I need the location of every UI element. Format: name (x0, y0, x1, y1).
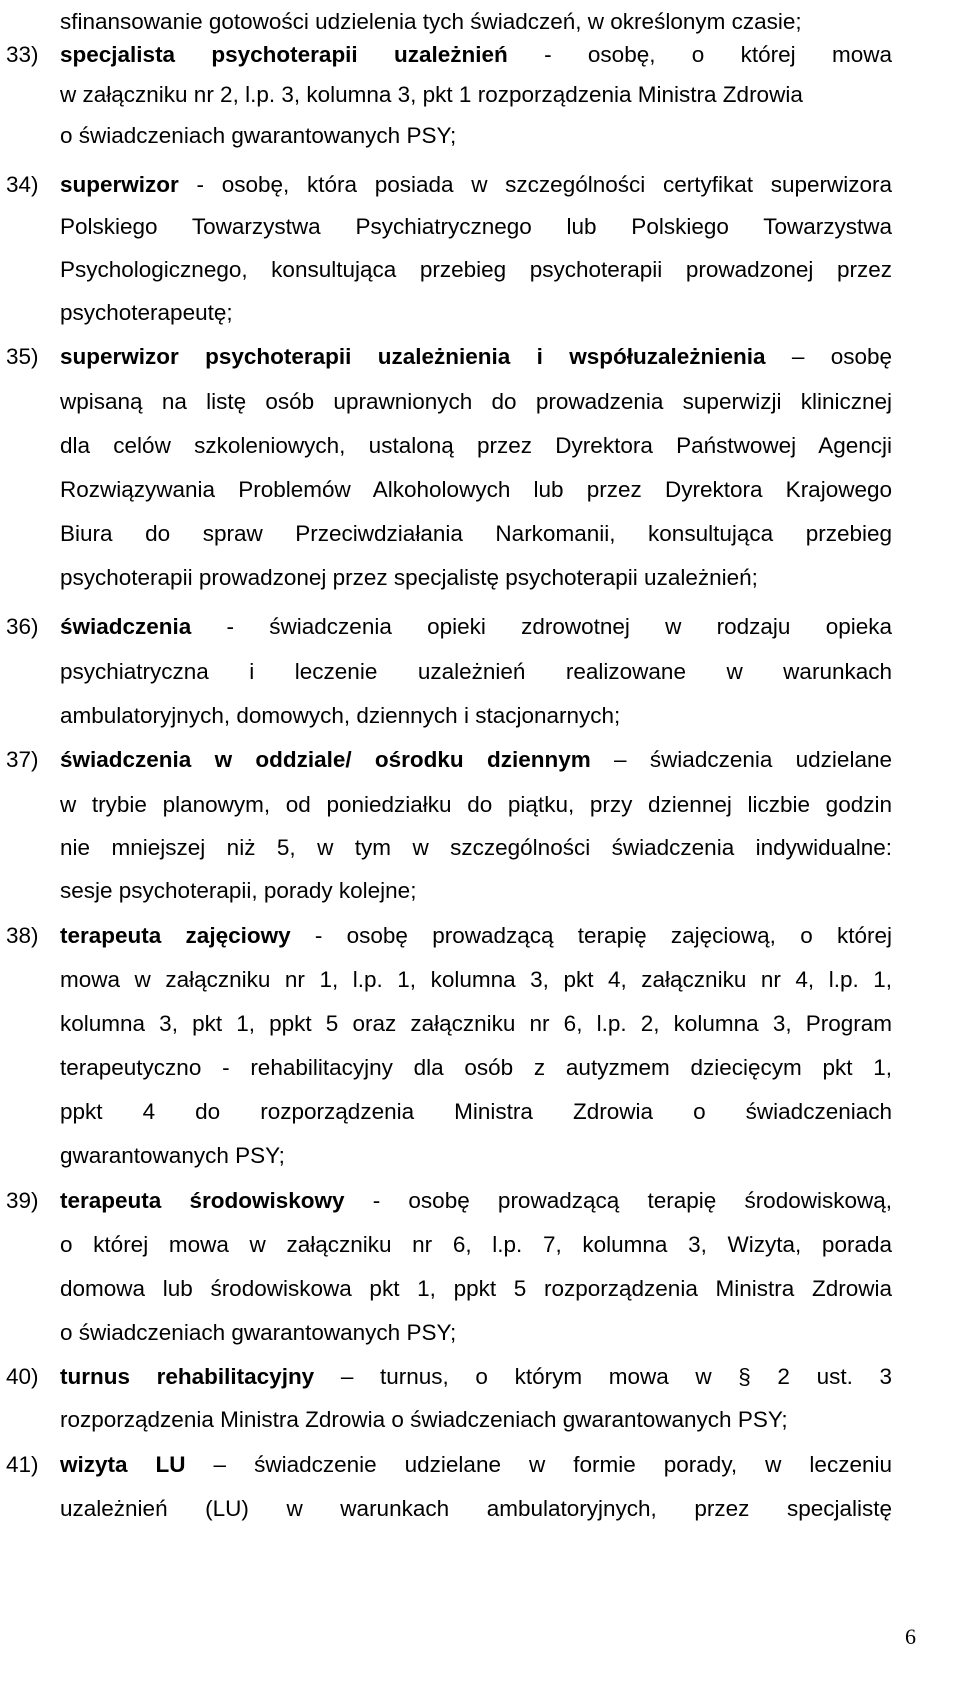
list-item-41 (0, 1443, 960, 1487)
item-text: - świadczenia opieki zdrowotnej w rodzaju opieka (191, 614, 892, 639)
item-first-line (60, 605, 892, 649)
item-term: turnus rehabilitacyjny (60, 1364, 315, 1389)
item-text: kolumna 3, pkt 1, ppkt 5 oraz załączniku nr 6, l.p. 2, kolumna 3, Program (60, 1011, 892, 1036)
item-first-line (60, 335, 892, 379)
item-term: specjalista psychoterapii uzależnień (60, 42, 508, 67)
item-line (0, 694, 960, 738)
item-line (0, 650, 960, 694)
item-line (0, 205, 960, 249)
item-text: terapeutyczno - rehabilitacyjny dla osób z autyzmem dziecięcym pkt 1, (60, 1055, 892, 1080)
item-line (0, 869, 960, 913)
item-text: psychoterapeutę; (60, 300, 233, 325)
item-term: świadczenia (60, 614, 192, 639)
item-text: psychiatryczna i leczenie uzależnień realizowane w warunkach (60, 659, 892, 684)
item-text: – osobę (765, 344, 892, 369)
item-text: - osobę, która posiada w szczególności certyfikat superwizora (178, 172, 892, 197)
item-first-line (60, 1443, 892, 1487)
item-text: dla celów szkoleniowych, ustaloną przez Dyrektora Państwowej Agencji (60, 433, 892, 458)
item-text: – świadczenia udzielane (590, 747, 892, 772)
item-term: superwizor psychoterapii uzależnienia i współuzależnienia (60, 344, 766, 369)
item-term: świadczenia w oddziale/ ośrodku dziennym (60, 747, 591, 772)
item-line (0, 556, 960, 600)
item-text: mowa w załączniku nr 1, l.p. 1, kolumna 3, pkt 4, załączniku nr 4, l.p. 1, (60, 967, 892, 992)
list-item-34 (0, 163, 960, 207)
item-line (0, 380, 960, 424)
item-number: 33) (6, 42, 39, 67)
item-text: o świadczeniach gwarantowanych PSY; (60, 1320, 457, 1345)
list-item-40 (0, 1355, 960, 1399)
item-line (0, 73, 960, 117)
item-line (0, 424, 960, 468)
item-text: wpisaną na listę osób uprawnionych do prowadzenia superwizji klinicznej (60, 389, 892, 414)
intro-text: sfinansowanie gotowości udzielenia tych świadczeń, w określonym czasie; (60, 9, 802, 34)
item-text: o której mowa w załączniku nr 6, l.p. 7, kolumna 3, Wizyta, porada (60, 1232, 892, 1257)
item-number: 38) (6, 923, 39, 948)
item-text: domowa lub środowiskowa pkt 1, ppkt 5 rozporządzenia Ministra Zdrowia (60, 1276, 892, 1301)
item-line (0, 1311, 960, 1355)
item-line (0, 958, 960, 1002)
item-text: - osobę, o której mowa (507, 42, 892, 67)
list-item-37 (0, 738, 960, 782)
item-number: 36) (6, 614, 39, 639)
item-first-line (60, 1179, 892, 1223)
item-number: 41) (6, 1452, 39, 1477)
item-number: 40) (6, 1364, 39, 1389)
item-text: Rozwiązywania Problemów Alkoholowych lub przez Dyrektora Krajowego (60, 477, 892, 502)
item-text: Psychologicznego, konsultująca przebieg psychoterapii prowadzonej przez (60, 257, 892, 282)
item-text: sesje psychoterapii, porady kolejne; (60, 878, 417, 903)
list-item-39 (0, 1179, 960, 1223)
item-text: – świadczenie udzielane w formie porady, w leczeniu (185, 1452, 892, 1477)
item-line (0, 826, 960, 870)
item-number: 37) (6, 747, 39, 772)
item-line (0, 248, 960, 292)
item-text: gwarantowanych PSY; (60, 1143, 285, 1168)
item-text: psychoterapii prowadzonej przez specjalistę psychoterapii uzależnień; (60, 565, 758, 590)
list-item-33 (0, 33, 960, 77)
item-line (0, 512, 960, 556)
item-text: rozporządzenia Ministra Zdrowia o świadczeniach gwarantowanych PSY; (60, 1407, 788, 1432)
item-number: 39) (6, 1188, 39, 1213)
item-text: ambulatoryjnych, domowych, dziennych i stacjonarnych; (60, 703, 621, 728)
item-term: terapeuta zajęciowy (60, 923, 291, 948)
item-line (0, 114, 960, 158)
item-line (0, 1134, 960, 1178)
item-text: Polskiego Towarzystwa Psychiatrycznego lub Polskiego Towarzystwa (60, 214, 892, 239)
item-line (0, 468, 960, 512)
item-text: ppkt 4 do rozporządzenia Ministra Zdrowia o świadczeniach (60, 1099, 892, 1124)
item-text: - osobę prowadzącą terapię środowiskową, (344, 1188, 892, 1213)
list-item-36 (0, 605, 960, 649)
item-text: w trybie planowym, od poniedziałku do piątku, przy dziennej liczbie godzin (60, 792, 892, 817)
item-first-line (60, 163, 892, 207)
item-first-line (60, 738, 892, 782)
item-number: 35) (6, 344, 39, 369)
item-line (0, 1046, 960, 1090)
item-term: superwizor (60, 172, 179, 197)
item-line (0, 1090, 960, 1134)
item-line (0, 1223, 960, 1267)
list-item-38 (0, 914, 960, 958)
item-number: 34) (6, 172, 39, 197)
page-number: 6 (905, 1624, 916, 1649)
item-text: w załączniku nr 2, l.p. 3, kolumna 3, pkt 1 rozporządzenia Ministra Zdrowia (60, 82, 803, 107)
item-text: - osobę prowadzącą terapię zajęciową, o której (290, 923, 892, 948)
item-term: terapeuta środowiskowy (60, 1188, 345, 1213)
item-line (0, 1398, 960, 1442)
item-line (0, 1002, 960, 1046)
item-line (0, 291, 960, 335)
item-text: o świadczeniach gwarantowanych PSY; (60, 123, 457, 148)
item-line (0, 1267, 960, 1311)
item-first-line (60, 33, 892, 77)
item-first-line (60, 914, 892, 958)
item-text: Biura do spraw Przeciwdziałania Narkomanii, konsultująca przebieg (60, 521, 892, 546)
item-text: nie mniejszej niż 5, w tym w szczególności świadczenia indywidualne: (60, 835, 892, 860)
item-text: uzależnień (LU) w warunkach ambulatoryjnych, przez specjalistę (60, 1496, 892, 1521)
item-first-line (60, 1355, 892, 1399)
item-line (0, 1487, 960, 1531)
item-text: – turnus, o którym mowa w § 2 ust. 3 (314, 1364, 892, 1389)
list-item-35 (0, 335, 960, 379)
item-term: wizyta LU (60, 1452, 186, 1477)
item-line (0, 783, 960, 827)
